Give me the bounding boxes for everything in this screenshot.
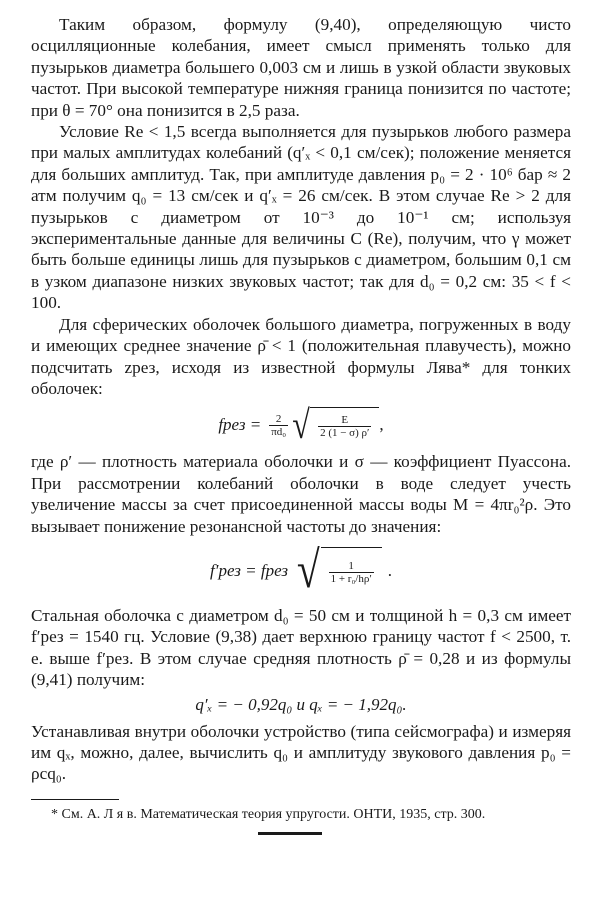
end-rule bbox=[258, 832, 322, 835]
footnote: * См. А. Л я в. Математическая теория упругости. ОНТИ, 1935, стр. 300. bbox=[51, 806, 486, 822]
formula2-tail: . bbox=[387, 560, 392, 580]
paragraph-1: Таким образом, формулу (9,40), определяющую чисто осцилляционные колебания, имеет смысл применять только для пузырьков диаметра большего 0,003 см и лишь в узкой области звуковых частот. При высокой температуре нижняя граница понизится по частоте; при θ = 70° она понизится в 2,5 раза. bbox=[31, 15, 571, 120]
formula-velocities: q′ₓ = − 0,92q₀ и qₓ = − 1,92q₀. bbox=[195, 694, 407, 714]
radical-sign-icon: √ bbox=[296, 541, 320, 599]
paragraph-5: Стальная оболочка с диаметром d₀ = 50 см и толщиной h = 0,3 см имеет f′рез = 1540 гц. Условие (9,38) дает верхнюю границу частот f < 2500, т. е. выше f′рез. В этом случае средняя плотность ρ̄ = 0,28 и из формулы (9,41) получим: bbox=[31, 605, 571, 690]
paragraph-2: Условие Re < 1,5 всегда выполняется для пузырьков любого размера при малых амплитудах колебаний (q′ₓ < 0,1 см/сек); положение меняется для больших амплитуд. Так, при амплитуде давления p₀ = 2 · 10⁶ бар ≈ 2 атм получим q₀ = 13 см/сек и q′ₓ = 26 см/сек. В этом случае Re > 2 для пузырьков с диаметром от 10⁻³ до 10⁻¹ см; используя экспериментальные данные для величины C (Re), получим, что γ может быть больше единицы лишь для пузырьков с диаметром, большим 0,1 см в узком диапазоне низких звуковых частот; так для d₀ = 0,2 см: 35 < f < 100. bbox=[31, 122, 571, 313]
paragraph-4: где ρ′ — плотность материала оболочки и σ — коэффициент Пуассона. При рассмотрении колебаний оболочки в воде следует учесть увеличение массы за счет присоединенной массы воды M = 4πr₀²ρ. Это вызывает понижение резонансной частоты до значения: bbox=[31, 452, 571, 536]
page bbox=[31, 14, 571, 824]
formula2-lhs: f′рез = fрез bbox=[210, 560, 289, 580]
formula1-coefficient: $\frac{2}{\text{πd₀}}$ bbox=[271, 412, 287, 438]
formula1-lhs: fрез = bbox=[218, 415, 262, 435]
formula2-radical: √ $\frac{1}{\text{1 + r₀/hρ′}}$ bbox=[294, 547, 382, 595]
formula-resonance-frequency bbox=[31, 402, 571, 448]
radical-sign-icon: √ bbox=[292, 402, 310, 448]
formula-reduced-frequency bbox=[31, 541, 571, 599]
paragraph-6: Устанавливая внутри оболочки устройство (типа сейсмографа) и измеряя им qₓ, можно, далее, вычислить q₀ и амплитуду звукового давления p₀ = ρcq₀. bbox=[31, 721, 571, 784]
footnote-separator bbox=[31, 799, 119, 800]
paragraph-3: Для сферических оболочек большого диаметра, погруженных в воду и имеющих среднее значение ρ̄ < 1 (положительная плавучесть), можно подсчитать zрез, исходя из известной формулы Лява* для тонких оболочек: bbox=[31, 314, 571, 398]
formula1-radical: √ $\frac{E}{2 (1 - \sigma) \rho'}$ bbox=[290, 407, 379, 443]
formula1-tail: , bbox=[379, 415, 384, 435]
